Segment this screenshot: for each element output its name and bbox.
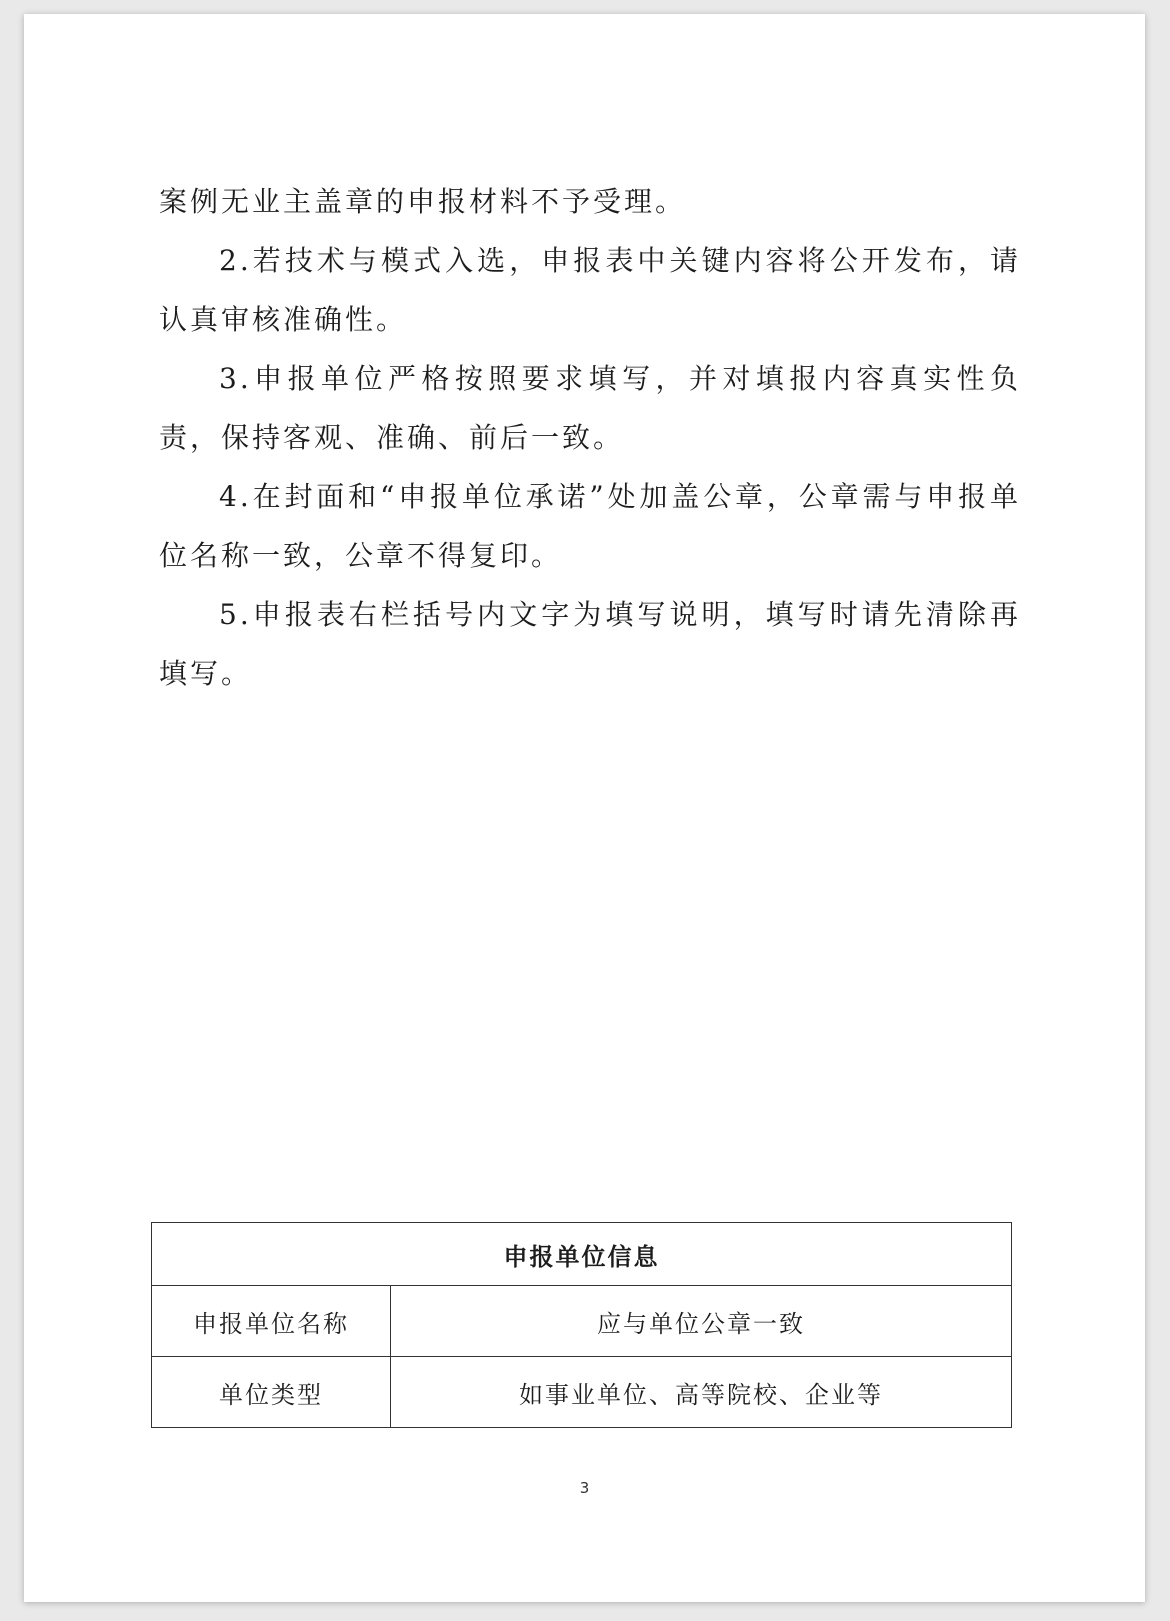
table-row [152, 1286, 1012, 1357]
paragraph-item-3: 3.申报单位严格按照要求填写，并对填报内容真实性负责，保持客观、准确、前后一致。 [159, 362, 1021, 454]
paragraph-continuation: 案例无业主盖章的申报材料不予受理。 [159, 185, 687, 218]
document-page [24, 14, 1145, 1602]
body-text [159, 172, 1021, 703]
paragraph-item-5: 5.申报表右栏括号内文字为填写说明，填写时请先清除再填写。 [159, 598, 1021, 690]
table-cell-label: 申报单位名称 [152, 1286, 391, 1357]
applicant-info-table [151, 1222, 1012, 1428]
table-header-row [152, 1223, 1012, 1286]
table-cell-value: 应与单位公章一致 [391, 1286, 1012, 1357]
table-cell-label: 单位类型 [152, 1357, 391, 1428]
table-row [152, 1357, 1012, 1428]
page-number: 3 [579, 1479, 590, 1497]
table-title: 申报单位信息 [152, 1223, 1012, 1286]
table-cell-value: 如事业单位、高等院校、企业等 [391, 1357, 1012, 1428]
paragraph-item-2: 2.若技术与模式入选，申报表中关键内容将公开发布，请认真审核准确性。 [159, 244, 1021, 336]
paragraph-item-4: 4.在封面和“申报单位承诺”处加盖公章，公章需与申报单位名称一致，公章不得复印。 [159, 480, 1021, 572]
